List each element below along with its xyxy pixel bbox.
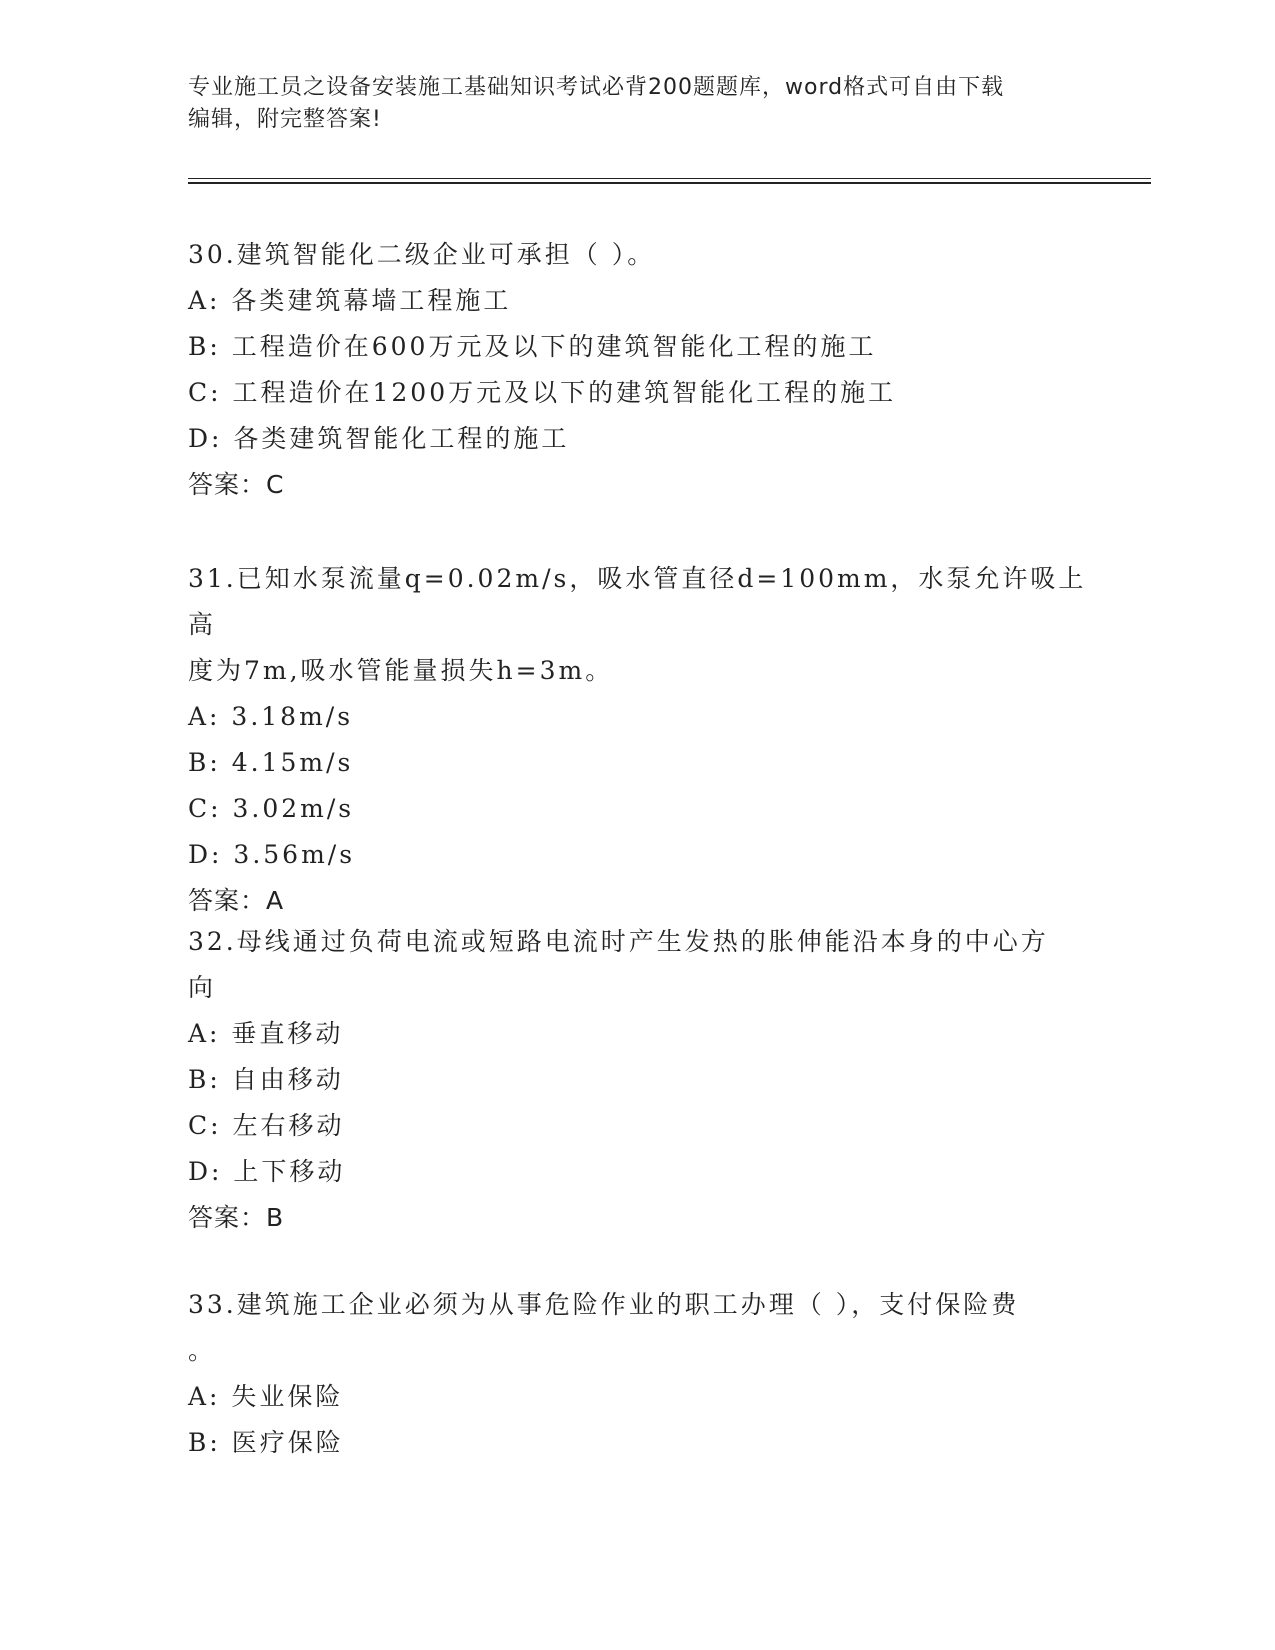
option-a: A: 失业保险	[188, 1382, 344, 1411]
question-stem: 31.已知水泵流量q=0.02m/s，吸水管直径d=100mm，水泵允许吸上高	[188, 564, 1087, 639]
question-stem-continued: 向	[188, 973, 217, 1002]
question-stem: 30.建筑智能化二级企业可承担（ ）。	[188, 240, 656, 269]
header-divider-top	[188, 178, 1151, 179]
option-c: C: 3.02m/s	[188, 794, 355, 823]
option-d: D: 各类建筑智能化工程的施工	[188, 424, 570, 453]
question-stem-continued: 。	[188, 1336, 217, 1365]
question-33	[188, 1282, 1088, 1466]
option-b: B: 工程造价在600万元及以下的建筑智能化工程的施工	[188, 332, 877, 361]
answer-line: 答案：A	[188, 886, 285, 915]
option-b: B: 4.15m/s	[188, 748, 354, 777]
option-d: D: 上下移动	[188, 1157, 346, 1186]
option-a: A: 各类建筑幕墙工程施工	[188, 286, 512, 315]
question-stem: 33.建筑施工企业必须为从事危险作业的职工办理（ ），支付保险费	[188, 1290, 1020, 1319]
header-divider-bottom	[188, 182, 1151, 184]
answer-line: 答案：B	[188, 1203, 285, 1232]
option-a: A: 3.18m/s	[188, 702, 354, 731]
header-title-line-2: 编辑，附完整答案!	[188, 107, 382, 132]
question-stem-continued: 度为7m,吸水管能量损失h=3m。	[188, 656, 614, 685]
option-b: B: 自由移动	[188, 1065, 344, 1094]
header-title-line-1: 专业施工员之设备安装施工基础知识考试必背200题题库，word格式可自由下载	[188, 75, 1005, 100]
option-c: C: 工程造价在1200万元及以下的建筑智能化工程的施工	[188, 378, 897, 407]
option-c: C: 左右移动	[188, 1111, 345, 1140]
question-32	[188, 919, 1088, 1241]
option-b: B: 医疗保险	[188, 1428, 344, 1457]
option-d: D: 3.56m/s	[188, 840, 356, 869]
document-header	[188, 72, 1068, 136]
answer-line: 答案：C	[188, 470, 285, 499]
option-a: A: 垂直移动	[188, 1019, 344, 1048]
question-stem: 32.母线通过负荷电流或短路电流时产生发热的胀伸能沿本身的中心方	[188, 927, 1049, 956]
question-31	[188, 556, 1088, 924]
question-30	[188, 232, 1088, 508]
